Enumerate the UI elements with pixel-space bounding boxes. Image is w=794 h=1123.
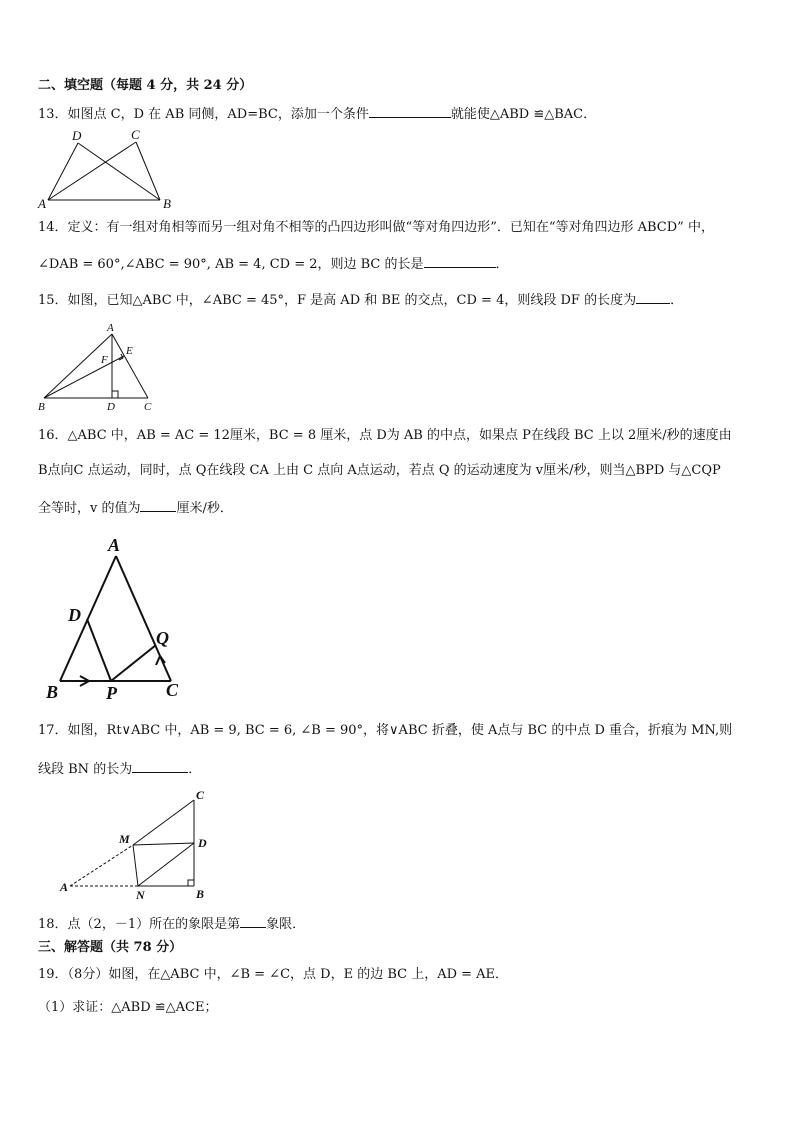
question-text: 13．如图点 C，D 在 AB 同侧，AD=BC，添加一个条件 [38,107,369,122]
point-label: P [106,683,117,703]
question-text: 线段 BN 的长为 [38,762,133,777]
section-heading: 二、填空题（每题 4 分，共 24 分） [38,78,253,93]
question-text: ． [495,257,509,272]
question-text: 15．如图，已知△ABC 中，∠ABC = 45°，F 是高 AD 和 BE 的交点，CD = 4，则线段 DF 的长度为 [38,293,637,308]
question-17-line1: 17．如图，Rt∨ABC 中，AB = 9, BC = 6, ∠B = 90°，将∨ABC 折叠，使 A点与 BC 的中点 D 重合，折痕为 MN,则 [38,723,733,738]
question-text: 象限． [266,917,306,932]
point-label: A [107,322,114,334]
question-16-line2: B点向C 点运动，同时，点 Q在线段 CA 上由 C 点向 A点运动，若点 Q 的运动速度为 v厘米/秒，则当△BPD 与△CQP [38,463,721,478]
section-heading: 三、解答题（共 78 分） [38,940,183,955]
point-label: B [38,401,45,413]
point-label: B [46,682,59,702]
question-text: 厘米/秒． [176,501,233,516]
point-label: C [166,680,179,700]
point-label: B [163,196,171,211]
question-text: ． [188,762,202,777]
point-label: Q [156,628,169,648]
point-label: M [119,832,130,846]
point-label: C [144,401,152,413]
question-text: ∠DAB = 60°,∠ABC = 90°, AB = 4, CD = 2，则边 BC 的长是 [38,257,424,272]
point-label: D [107,401,115,413]
point-label: C [196,788,205,802]
point-label: B [196,887,205,901]
question-text: 18．点（2，－1）所在的象限是第 [38,917,241,932]
question-14-line1: 14．定义：有一组对角相等而另一组对角不相等的凸四边形叫做“等对角四边形”．已知在“等对角四边形 ABCD” 中， [38,220,714,235]
point-label: D [68,605,81,625]
point-label: A [108,535,121,555]
point-label: A [38,196,46,211]
question-text: ． [670,293,684,308]
point-label: N [136,888,145,902]
question-text: 全等时，v 的值为 [38,501,141,516]
answer-blank [240,914,266,928]
point-label: F [101,354,108,366]
question-19-line1: 19．（8分）如图，在△ABC 中，∠B = ∠C，点 D，E 的边 BC 上，AD = AE． [38,967,509,982]
point-label: D [72,128,82,143]
point-label: C [131,127,140,142]
question-18 [38,914,305,934]
point-label: D [198,836,207,850]
question-text: 就能使△ABD ≌△BAC． [450,107,597,122]
point-label: A [60,880,69,894]
point-label: E [126,345,133,357]
question-16-line1: 16．△ABC 中，AB = AC = 12厘米，BC = 8 厘米，点 D为 AB 的中点，如果点 P在线段 BC 上以 2厘米/秒的速度由 [38,428,732,443]
question-19-part1: （1）求证：△ABD ≌△ACE； [38,1000,218,1015]
